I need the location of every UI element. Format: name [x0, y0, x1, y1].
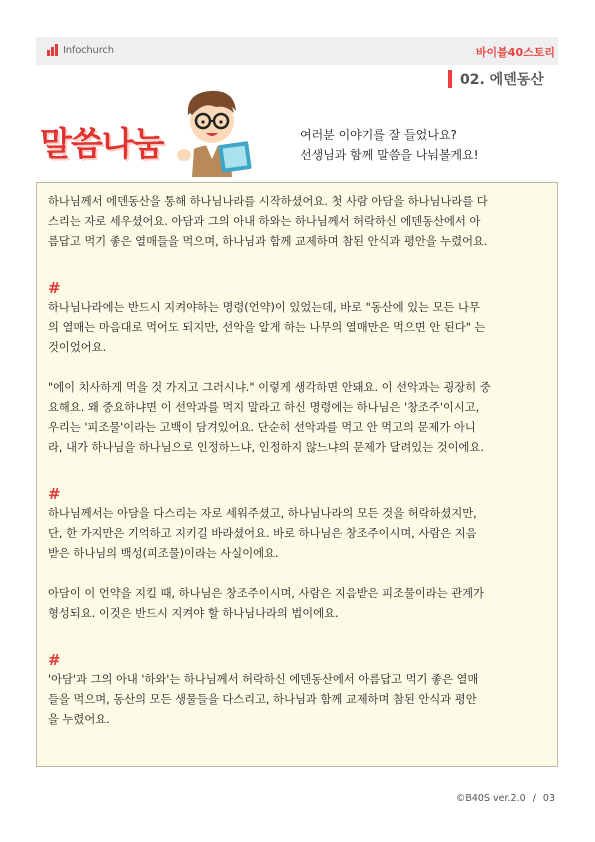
teacher-character-icon	[170, 85, 260, 177]
paragraph-line: 하나님나라에는 반드시 지켜야하는 명령(언약)이 있었는데, 바로 "동산에 있는 모든 나무	[48, 301, 480, 314]
paragraph-line: 들을 먹으며, 동산의 모든 생물들을 다스리고, 하나님과 함께 교제하며 참된 안식과 평안	[48, 693, 477, 706]
series-title: 바이블40스토리	[475, 46, 555, 59]
logo-text: Infochurch	[63, 44, 114, 56]
section-divider-hash: #	[48, 279, 61, 297]
page-title: 말씀나눔	[40, 124, 164, 163]
copyright: ©B40S ver.2.0	[455, 793, 526, 804]
paragraph-line: 아담이 이 언약을 지킬 때, 하나님은 창조주이시며, 사람은 지음받은 피조물이라는 관계가	[48, 587, 484, 600]
intro-line: 선생님과 함께 말씀을 나눠볼게요!	[300, 148, 479, 162]
paragraph-line: 스리는 자로 세우셨어요. 아담과 그의 아내 하와는 하나님께서 허락하신 에덴동산에서 아	[48, 215, 481, 228]
page-number: 03	[542, 793, 555, 804]
paragraph-line: 름답고 먹기 좋은 열매들을 먹으며, 하나님과 함께 교제하며 참된 안식과 평안을 누렸어요.	[48, 235, 488, 248]
footer	[456, 793, 555, 804]
paragraph-line: 요해요. 왜 중요하냐면 이 선악과를 먹지 말라고 하신 명령에는 하나님은 '창조주'이시고,	[48, 401, 480, 414]
paragraph-line: 하나님께서는 아담을 다스리는 자로 세워주셨고, 하나님나라의 모든 것을 허락하셨지만,	[48, 507, 477, 520]
paragraph-line: '아담'과 그의 아내 '하와'는 하나님께서 허락하신 에덴동산에서 아름답고 먹기 좋은 열매	[48, 673, 479, 686]
paragraph-line: "에이 치사하게 먹을 것 가지고 그러시냐." 이렇게 생각하면 안돼요. 이 선악과는 굉장히 중	[48, 381, 491, 394]
intro-text	[300, 125, 479, 165]
content-body	[48, 192, 548, 730]
footer-separator: /	[532, 793, 536, 804]
episode-title: 02. 에덴동산	[460, 72, 544, 88]
paragraph-line: 하나님께서 에덴동산을 통해 하나님나라를 시작하셨어요. 첫 사람 아담을 하나님나라를 다	[48, 195, 488, 208]
logo	[47, 44, 114, 56]
section-divider-hash: #	[48, 485, 61, 503]
infochurch-logo-icon	[47, 44, 59, 56]
paragraph-line: 라, 내가 하나님을 하나님으로 인정하느냐, 인정하지 않느냐의 문제가 달려있는 것이에요.	[48, 441, 484, 454]
paragraph-line: 의 열매는 마음대로 먹어도 되지만, 선악을 알게 하는 나무의 열매만은 먹으면 안 된다" 는	[48, 321, 486, 334]
paragraph-line: 받은 하나님의 백성(피조물)이라는 사실이에요.	[48, 547, 279, 560]
episode-marker	[448, 70, 452, 88]
paragraph-line: 단, 한 가지만은 기억하고 지키길 바라셨어요. 바로 하나님은 창조주이시며, 사람은 지음	[48, 527, 477, 540]
paragraph-line: 형성되요. 이것은 반드시 지켜야 할 하나님나라의 법이에요.	[48, 607, 339, 620]
paragraph-line: 것이었어요.	[48, 341, 107, 354]
intro-line: 여러분 이야기를 잘 들었나요?	[300, 128, 457, 142]
section-divider-hash: #	[48, 651, 61, 669]
paragraph-line: 우리는 '피조물'이라는 고백이 담겨있어요. 단순히 선악과를 먹고 안 먹고의 문제가 아니	[48, 421, 476, 434]
paragraph-line: 을 누렸어요.	[48, 713, 110, 726]
